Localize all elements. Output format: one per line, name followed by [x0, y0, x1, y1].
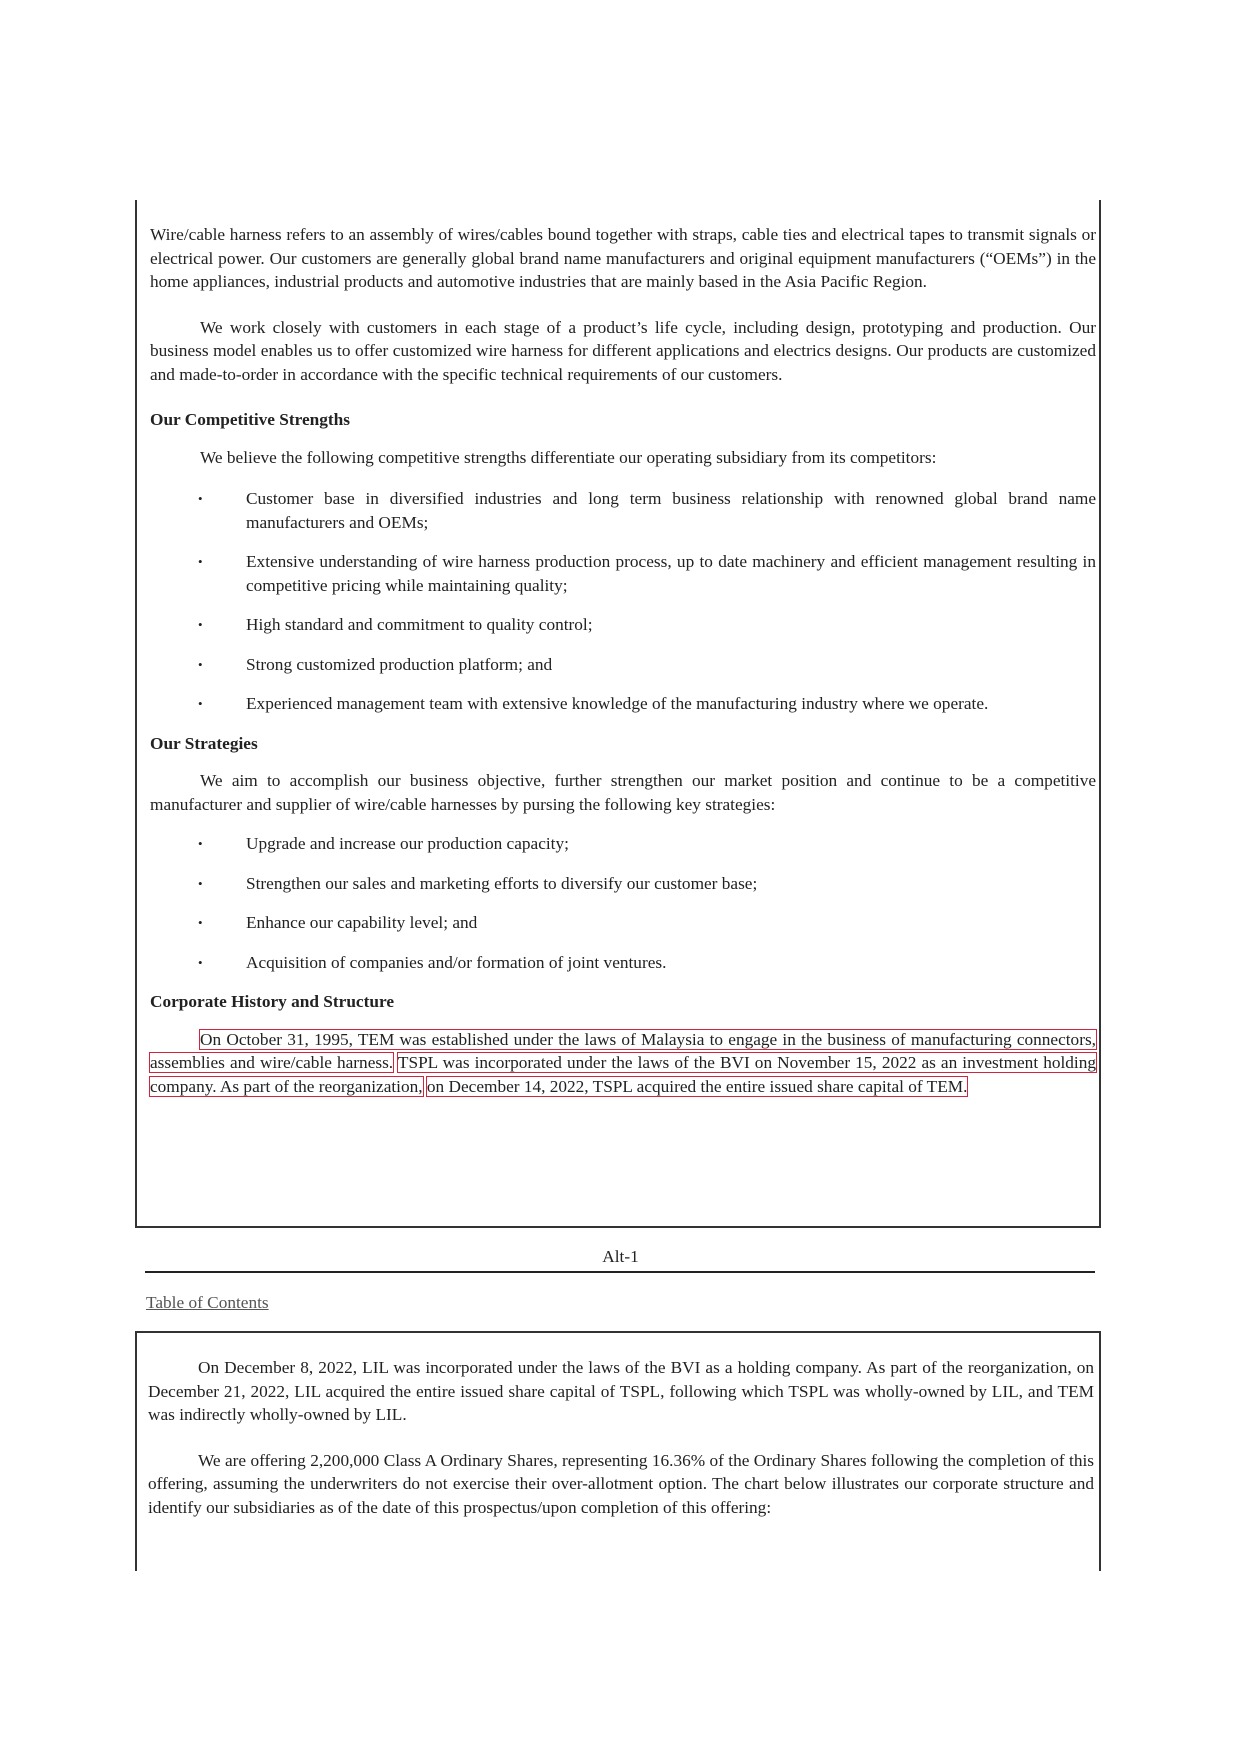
highlight-2: TSPL was incorporated under the laws of the BVI on November 15, 2022 as an investment holding company. As part of the reorganization,	[150, 1053, 1096, 1096]
highlight-3: on December 14, 2022, TSPL acquired the entire issued share capital of TEM.	[426, 1076, 968, 1096]
footer-divider	[145, 1271, 1095, 1273]
list-item-text: Enhance our capability level; and	[246, 913, 478, 932]
list-item-text: Extensive understanding of wire harness production process, up to date machinery and efficient management resulting in competitive pricing while maintaining quality;	[246, 552, 1096, 595]
next-page-paragraph-2: We are offering 2,200,000 Class A Ordinary Shares, representing 16.36% of the Ordinary Shares following the completion of this offering, assuming the underwriters do not exercise their over-allotment option. The chart below illustrates our corporate structure and identify our subsidiaries as of the date of this prospectus/upon completion of this offering:	[148, 1450, 1094, 1517]
bullet-icon: •	[198, 617, 203, 632]
next-page-content	[148, 1356, 1094, 1541]
list-item	[150, 487, 1096, 534]
strengths-heading: Our Competitive Strengths	[150, 410, 351, 429]
bullet-icon: •	[198, 554, 203, 569]
strategies-list	[150, 832, 1096, 974]
list-item	[150, 872, 1096, 896]
list-item-text: Experienced management team with extensive knowledge of the manufacturing industry where we operate.	[246, 694, 989, 713]
strategies-heading: Our Strategies	[150, 733, 258, 753]
bullet-icon: •	[198, 915, 203, 930]
bullet-icon: •	[198, 656, 203, 672]
strengths-intro: We believe the following competitive strengths differentiate our operating subsidiary from its competitors:	[200, 447, 937, 467]
business-section-content	[150, 223, 1096, 1098]
list-item	[150, 653, 1096, 677]
list-item	[150, 911, 1096, 935]
history-heading: Corporate History and Structure	[150, 992, 394, 1011]
bullet-icon: •	[198, 696, 203, 711]
bullet-icon: •	[198, 836, 203, 851]
bullet-icon: •	[198, 954, 203, 970]
list-item	[150, 951, 1096, 975]
list-item	[150, 550, 1096, 597]
list-item-text: Upgrade and increase our production capacity;	[246, 834, 569, 853]
list-item-text: Strengthen our sales and marketing efforts to diversify our customer base;	[246, 873, 758, 893]
bullet-icon: •	[198, 875, 203, 891]
list-item-text: Customer base in diversified industries and long term business relationship with renowned global brand name manufacturers and OEMs;	[246, 489, 1096, 532]
business-paragraph-1: Wire/cable harness refers to an assembly of wires/cables bound together with straps, cable ties and electrical tapes to transmit signals or electrical power. Our customers are generally global brand name manufacturers and original equipment manufacturers (“OEMs”) in the home appliances, industrial products and automotive industries that are mainly based in the Asia Pacific Region.	[150, 225, 1096, 291]
next-page-paragraph-1: On December 8, 2022, LIL was incorporated under the laws of the BVI as a holding company. As part of the reorganization, on December 21, 2022, LIL acquired the entire issued share capital of TSPL, following which TSPL was wholly-owned by LIL, and TEM was indirectly wholly-owned by LIL.	[148, 1358, 1094, 1424]
list-item	[150, 613, 1096, 637]
list-item-text: High standard and commitment to quality control;	[246, 615, 593, 634]
history-paragraph	[150, 1028, 1096, 1099]
highlight-1: On October 31, 1995, TEM was established under the laws of Malaysia to engage in the business of manufacturing connectors, assemblies and wire/cable harness.	[150, 1029, 1096, 1072]
list-item	[150, 692, 1096, 716]
list-item-text: Strong customized production platform; and	[246, 654, 553, 674]
list-item	[150, 832, 1096, 856]
bullet-icon: •	[198, 491, 203, 506]
list-item-text: Acquisition of companies and/or formation of joint ventures.	[246, 952, 667, 972]
strategies-intro: We aim to accomplish our business objective, further strengthen our market position and continue to be a competitive manufacturer and supplier of wire/cable harnesses by pursing the following key strategies:	[150, 771, 1096, 814]
table-of-contents-link[interactable]: Table of Contents	[146, 1293, 269, 1312]
strengths-list	[150, 487, 1096, 716]
business-paragraph-2: We work closely with customers in each stage of a product’s life cycle, including design, prototyping and production. Our business model enables us to offer customized wire harness for different applications and electrics designs. Our products are customized and made-to-order in accordance with the specific technical requirements of our customers.	[150, 317, 1096, 384]
page-number: Alt-1	[602, 1247, 639, 1266]
